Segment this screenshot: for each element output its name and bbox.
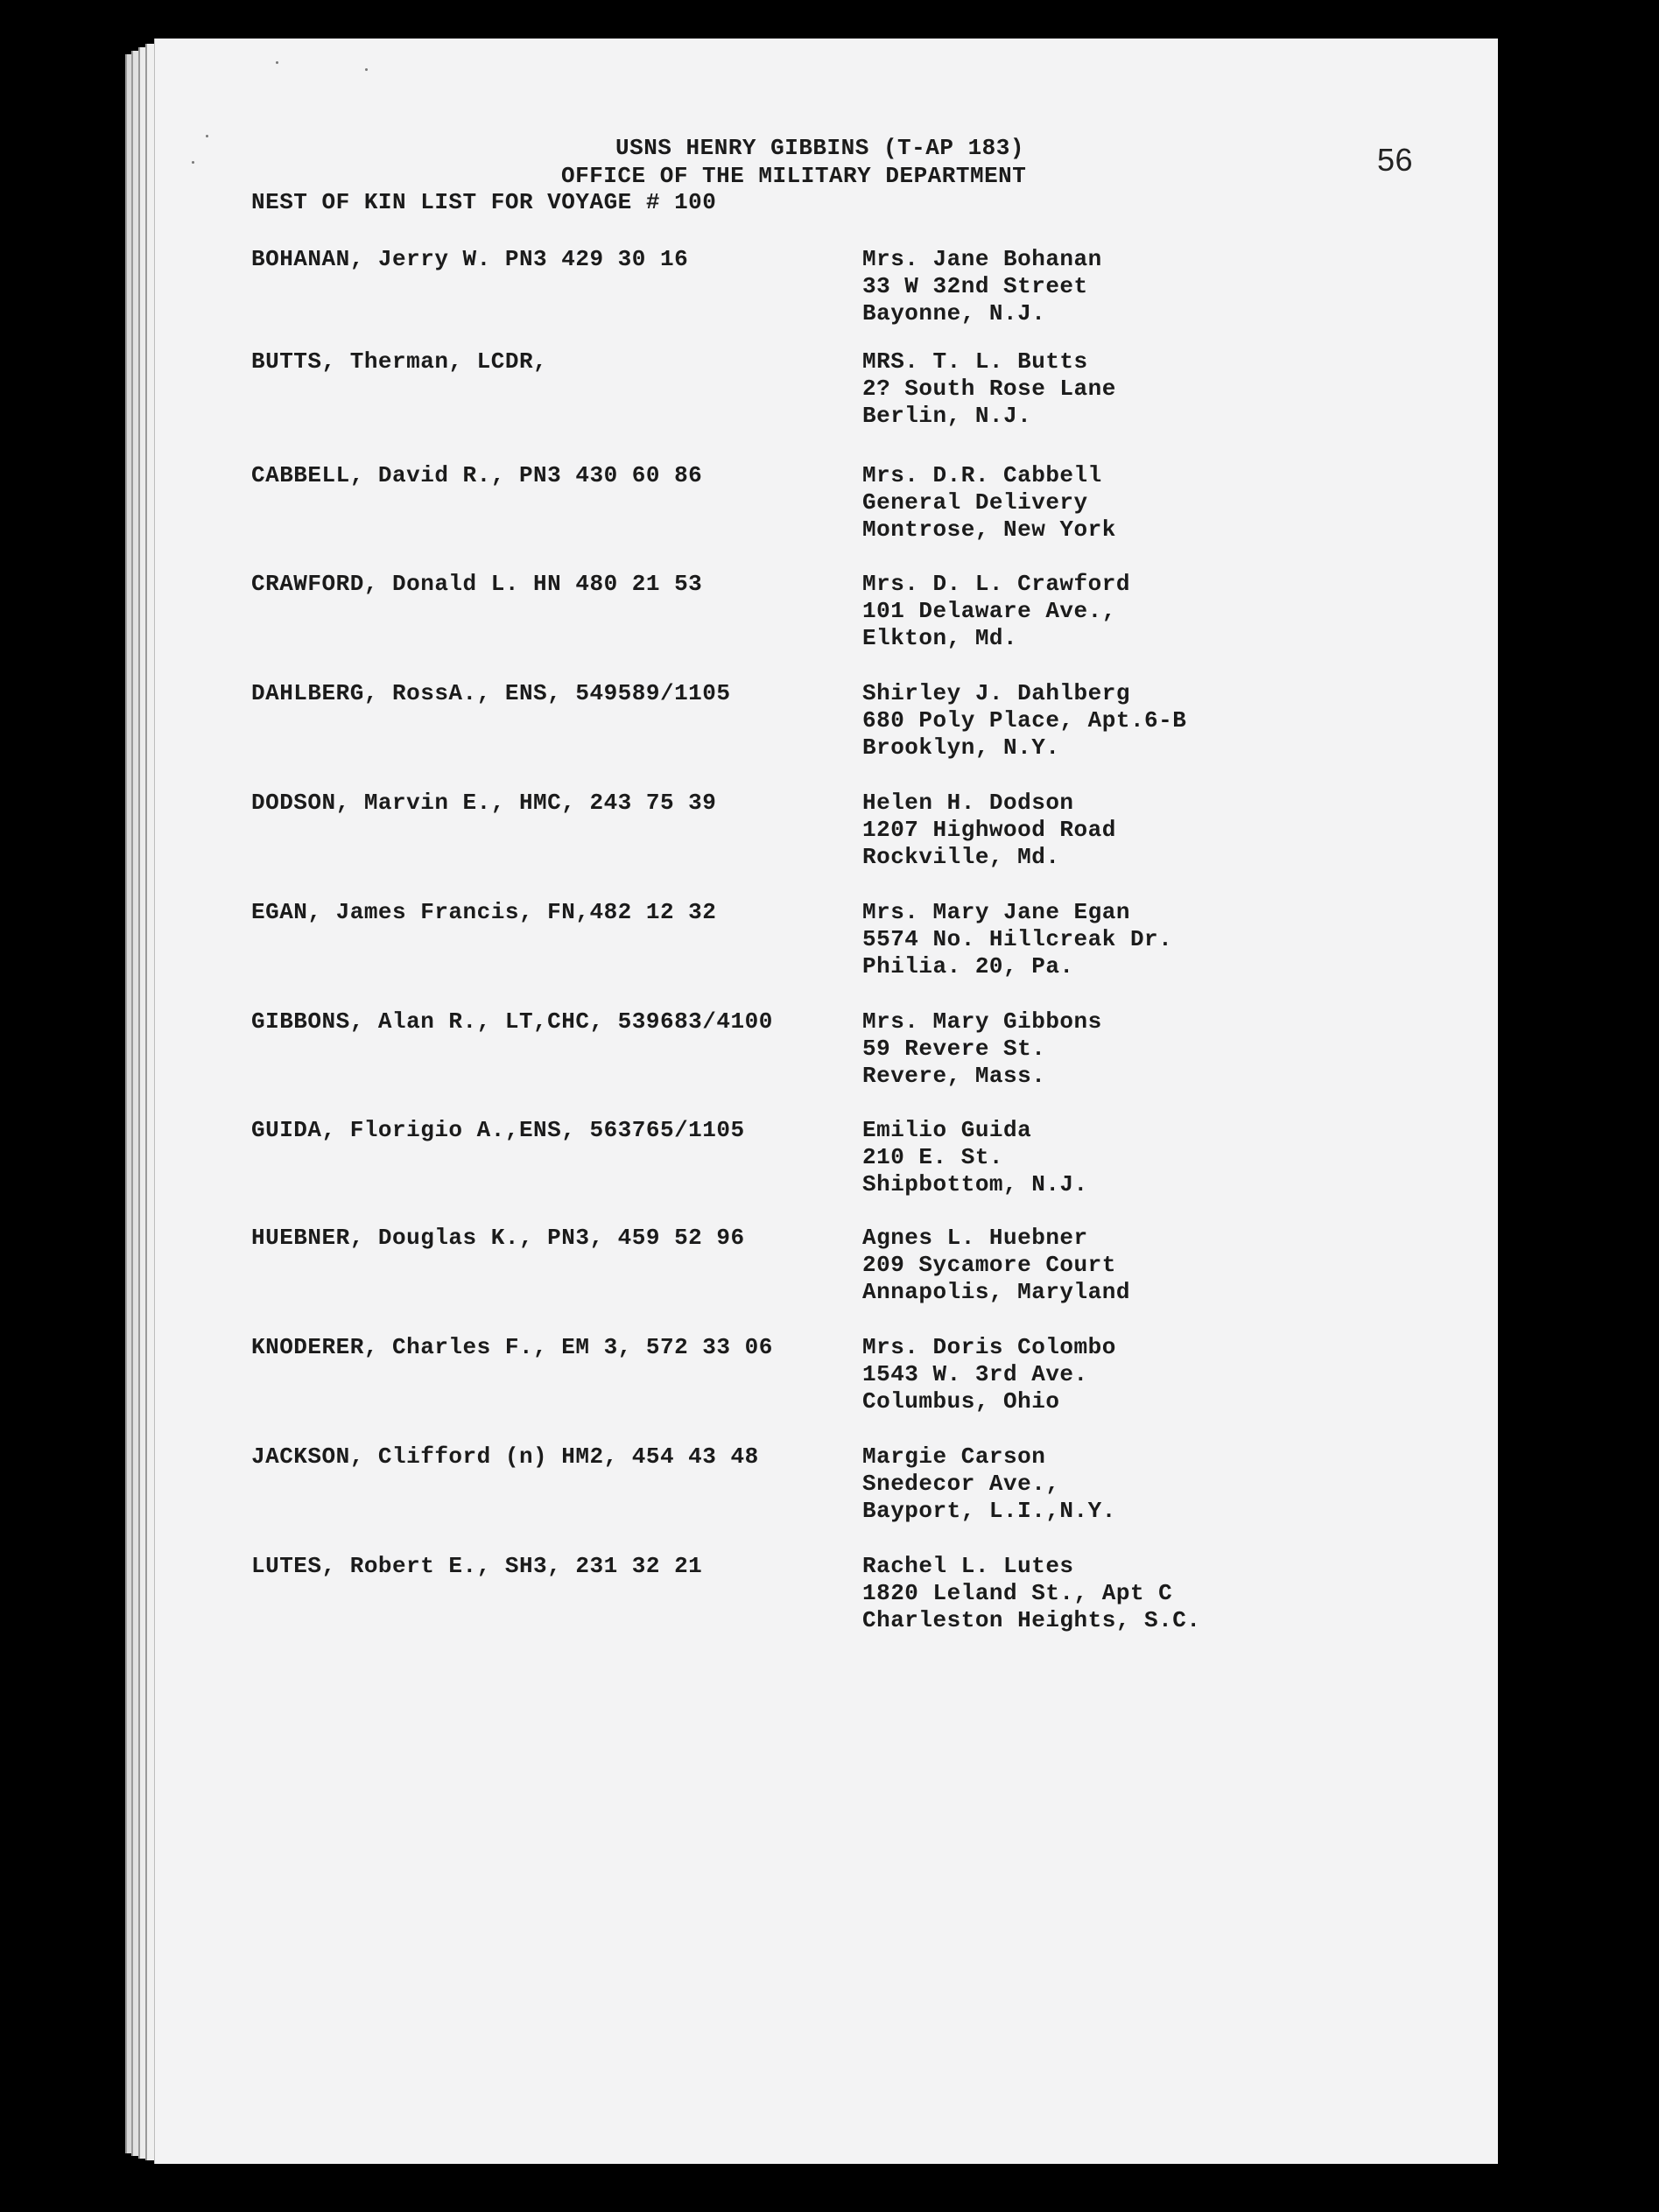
document-page — [154, 39, 1498, 2164]
kin-address: 33 W 32nd Street — [862, 273, 1088, 299]
kin-name: Mrs. Jane Bohanan — [862, 246, 1102, 272]
kin-entry — [251, 680, 1389, 768]
paper-speck — [276, 61, 278, 64]
service-member: BOHANAN, Jerry W. PN3 429 30 16 — [251, 246, 689, 272]
kin-city: Montrose, New York — [862, 516, 1116, 543]
kin-entry — [251, 1008, 1389, 1096]
kin-entry — [251, 899, 1389, 987]
next-of-kin — [862, 1334, 1116, 1415]
kin-entry — [251, 462, 1389, 550]
service-member: CRAWFORD, Donald L. HN 480 21 53 — [251, 571, 703, 597]
kin-entry — [251, 1225, 1389, 1312]
kin-entry — [251, 790, 1389, 877]
kin-address: 101 Delaware Ave., — [862, 598, 1116, 624]
kin-city: Rockville, Md. — [862, 844, 1060, 870]
kin-name: Shirley J. Dahlberg — [862, 680, 1130, 706]
department-title: OFFICE OF THE MILITARY DEPARTMENT — [561, 163, 1027, 189]
kin-address: 1207 Highwood Road — [862, 817, 1116, 843]
service-member: LUTES, Robert E., SH3, 231 32 21 — [251, 1553, 703, 1579]
page-number: 56 — [1377, 142, 1414, 178]
kin-address: 1543 W. 3rd Ave. — [862, 1361, 1088, 1387]
next-of-kin — [862, 1008, 1102, 1090]
kin-city: Bayport, L.I.,N.Y. — [862, 1498, 1116, 1524]
kin-city: Brooklyn, N.Y. — [862, 734, 1060, 761]
next-of-kin — [862, 348, 1116, 430]
next-of-kin — [862, 680, 1186, 762]
kin-name: Margie Carson — [862, 1443, 1046, 1470]
service-member: GUIDA, Florigio A.,ENS, 563765/1105 — [251, 1117, 745, 1143]
kin-entry — [251, 1117, 1389, 1204]
kin-name: Mrs. Doris Colombo — [862, 1334, 1116, 1360]
next-of-kin — [862, 899, 1172, 980]
kin-name: Mrs. D.R. Cabbell — [862, 462, 1102, 488]
next-of-kin — [862, 1117, 1088, 1198]
service-member: GIBBONS, Alan R., LT,CHC, 539683/4100 — [251, 1008, 773, 1035]
kin-address: General Delivery — [862, 489, 1088, 516]
next-of-kin — [862, 1443, 1116, 1525]
kin-city: Bayonne, N.J. — [862, 300, 1046, 327]
kin-address: 1820 Leland St., Apt C — [862, 1580, 1173, 1606]
paper-speck — [192, 161, 194, 164]
kin-entry — [251, 1553, 1389, 1640]
kin-name: Mrs. Mary Gibbons — [862, 1008, 1102, 1035]
kin-city: Philia. 20, Pa. — [862, 953, 1074, 980]
kin-entry — [251, 1334, 1389, 1422]
kin-entry — [251, 1443, 1389, 1531]
kin-name: MRS. T. L. Butts — [862, 348, 1088, 375]
paper-speck — [206, 135, 208, 137]
kin-address: 680 Poly Place, Apt.6-B — [862, 707, 1187, 734]
service-member: DAHLBERG, RossA., ENS, 549589/1105 — [251, 680, 731, 706]
kin-address: 2? South Rose Lane — [862, 376, 1116, 402]
service-member: KNODERER, Charles F., EM 3, 572 33 06 — [251, 1334, 773, 1360]
kin-address: 59 Revere St. — [862, 1036, 1046, 1062]
next-of-kin — [862, 1225, 1130, 1306]
kin-city: Charleston Heights, S.C. — [862, 1607, 1201, 1633]
paper-speck — [365, 68, 368, 71]
kin-entry — [251, 246, 1389, 334]
kin-name: Rachel L. Lutes — [862, 1553, 1074, 1579]
next-of-kin — [862, 1553, 1200, 1634]
kin-name: Emilio Guida — [862, 1117, 1032, 1143]
kin-city: Revere, Mass. — [862, 1063, 1046, 1089]
ship-title: USNS HENRY GIBBINS (T-AP 183) — [615, 135, 1024, 161]
kin-name: Agnes L. Huebner — [862, 1225, 1088, 1251]
service-member: EGAN, James Francis, FN,482 12 32 — [251, 899, 717, 925]
service-member: JACKSON, Clifford (n) HM2, 454 43 48 — [251, 1443, 759, 1470]
kin-entry — [251, 571, 1389, 658]
kin-city: Shipbottom, N.J. — [862, 1171, 1088, 1197]
kin-city: Annapolis, Maryland — [862, 1279, 1130, 1305]
next-of-kin — [862, 790, 1116, 871]
next-of-kin — [862, 571, 1130, 652]
service-member: HUEBNER, Douglas K., PN3, 459 52 96 — [251, 1225, 745, 1251]
list-title: NEST OF KIN LIST FOR VOYAGE # 100 — [251, 189, 717, 215]
kin-city: Columbus, Ohio — [862, 1388, 1060, 1415]
next-of-kin — [862, 462, 1116, 544]
next-of-kin — [862, 246, 1102, 327]
service-member: DODSON, Marvin E., HMC, 243 75 39 — [251, 790, 717, 816]
kin-name: Mrs. Mary Jane Egan — [862, 899, 1130, 925]
kin-address: 210 E. St. — [862, 1144, 1004, 1170]
kin-name: Helen H. Dodson — [862, 790, 1074, 816]
kin-address: 5574 No. Hillcreak Dr. — [862, 926, 1173, 952]
kin-city: Berlin, N.J. — [862, 403, 1032, 429]
service-member: BUTTS, Therman, LCDR, — [251, 348, 548, 375]
kin-address: 209 Sycamore Court — [862, 1252, 1116, 1278]
service-member: CABBELL, David R., PN3 430 60 86 — [251, 462, 703, 488]
kin-address: Snedecor Ave., — [862, 1471, 1060, 1497]
kin-name: Mrs. D. L. Crawford — [862, 571, 1130, 597]
kin-city: Elkton, Md. — [862, 625, 1018, 651]
kin-entry — [251, 348, 1389, 436]
